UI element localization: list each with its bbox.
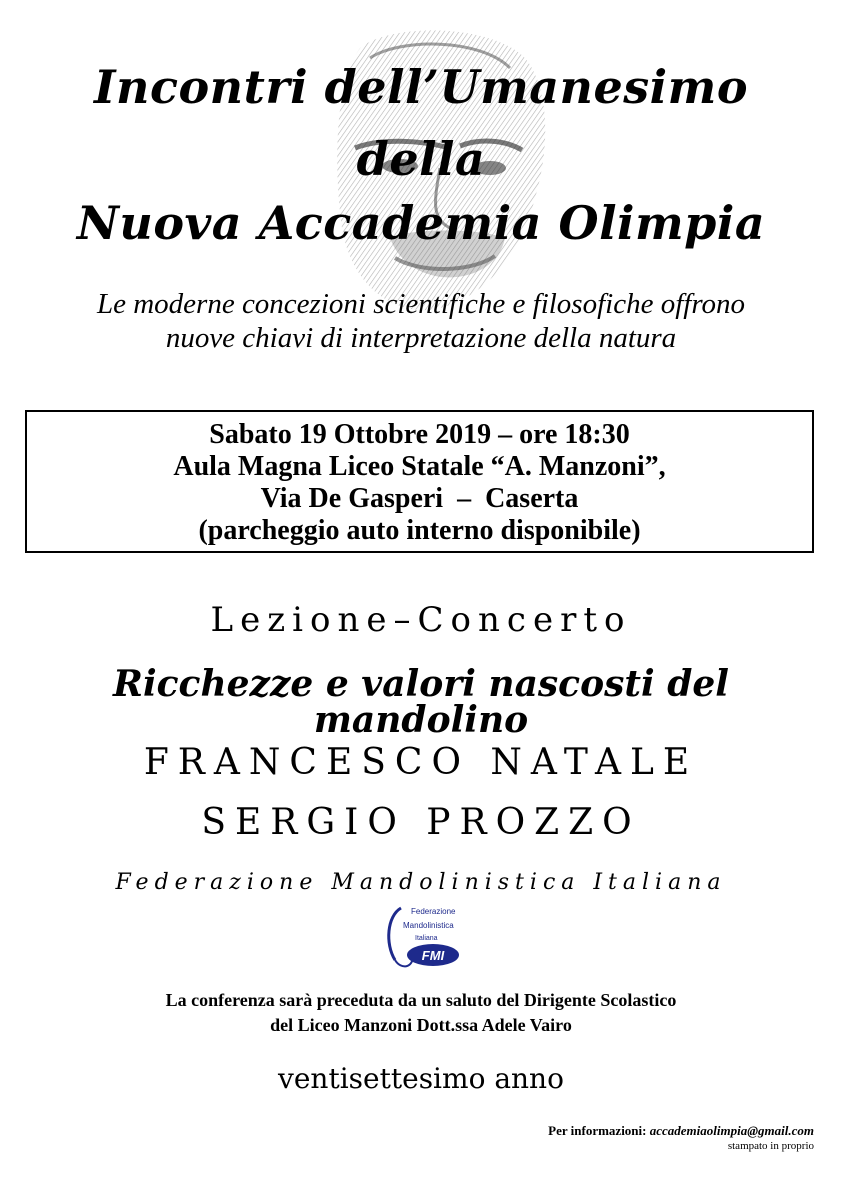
edition-year: ventisettesimo anno <box>278 1062 564 1095</box>
note-line-1: La conferenza sarà preceduta da un saluto del Dirigente Scolastico <box>165 990 677 1010</box>
performer-2: SERGIO PROZZO <box>201 802 641 843</box>
program-title: Ricchezze e valori nascosti del mandolino <box>113 663 729 741</box>
printed-note: stampato in proprio <box>727 1140 814 1152</box>
title-line-1: Incontri dell’Umanesimo <box>94 60 748 114</box>
subtitle-line-1: Le moderne concezioni scientifiche e filosofiche offrono <box>96 288 746 320</box>
contact-info <box>548 1124 814 1137</box>
performer-1: FRANCESCO NATALE <box>143 742 699 783</box>
event-venue: Aula Magna Liceo Statale “A. Manzoni”, <box>173 451 666 482</box>
fmi-logo <box>383 904 463 970</box>
logo-text-line-3: Italiana <box>415 935 438 942</box>
logo-text-line-1: Federazione <box>411 907 456 916</box>
organization-name: Federazione Mandolinistica Italiana <box>115 870 727 895</box>
program-type: Lezione–Concerto <box>210 600 632 640</box>
event-date-time: Sabato 19 Ottobre 2019 – ore 18:30 <box>209 419 630 450</box>
event-info-box <box>25 410 814 553</box>
title-line-3: Nuova Accademia Olimpia <box>76 196 766 250</box>
event-parking: (parcheggio auto interno disponibile) <box>198 515 641 546</box>
note-line-2: del Liceo Manzoni Dott.ssa Adele Vairo <box>270 1015 572 1035</box>
contact-label: Per informazioni: <box>548 1123 647 1138</box>
logo-acronym: FMI <box>421 948 445 963</box>
event-address: Via De Gasperi – Caserta <box>260 483 579 514</box>
contact-email[interactable]: accademiaolimpia@gmail.com <box>649 1123 814 1138</box>
title-line-2: della <box>356 132 486 186</box>
subtitle-line-2: nuove chiavi di interpretazione della natura <box>165 322 677 354</box>
logo-text-line-2: Mandolinistica <box>403 921 454 930</box>
